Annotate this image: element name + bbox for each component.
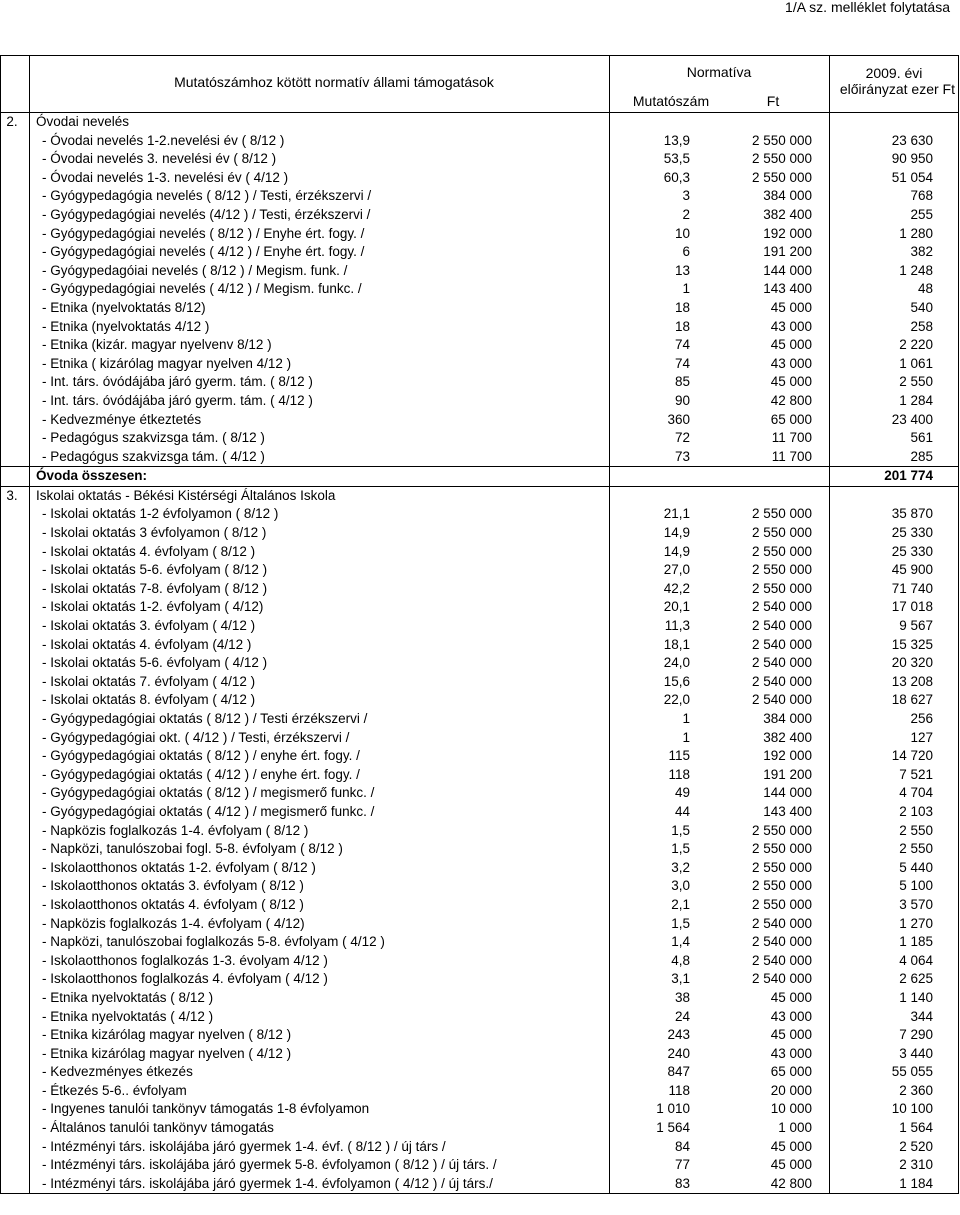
table-row xyxy=(0,411,959,430)
row-label: - Gyógypedagógiai oktatás ( 8/12 ) / Testi érzékszervi / xyxy=(42,711,368,726)
row-label: - Iskolaotthonos oktatás 1-2. évfolyam ( 8/12 ) xyxy=(42,859,316,875)
section-title: Iskolai oktatás - Békési Kistérségi Általános Iskola xyxy=(36,487,336,503)
row-ft: 144 000 xyxy=(763,262,812,278)
row-label: - Gyógypedagógiai nevelés ( 4/12 ) / Enyhe ért. fogy. / xyxy=(42,244,365,260)
header-budget-unit: előirányzat ezer Ft xyxy=(839,81,955,97)
row-label: - Etnika nyelvoktatás ( 8/12 ) xyxy=(42,989,214,1005)
table-row xyxy=(0,636,959,655)
row-mutatoszam: 72 xyxy=(674,430,690,446)
row-ft: 2 550 000 xyxy=(751,841,812,857)
row-label: - Gyógypedagógiai oktatás ( 8/12 ) / megismerő funkc. / xyxy=(42,785,375,801)
row-mutatoszam: 240 xyxy=(667,1045,690,1061)
row-mutatoszam: 83 xyxy=(674,1175,690,1191)
table-row xyxy=(0,580,959,599)
row-ft: 2 540 000 xyxy=(751,915,812,931)
row-mutatoszam: 13,9 xyxy=(663,132,690,148)
row-label: - Iskolai oktatás 5-6. évfolyam ( 4/12 ) xyxy=(42,655,268,671)
row-ft: 45 000 xyxy=(770,337,812,353)
table-row xyxy=(0,803,959,822)
row-mutatoszam: 14,9 xyxy=(663,525,690,541)
row-label: - Etnika ( kizárólag magyar nyelven 4/12 ) xyxy=(42,355,292,371)
row-mutatoszam: 360 xyxy=(667,411,690,427)
row-label: - Iskolaotthonos oktatás 3. évfolyam ( 8/12 ) xyxy=(42,878,304,894)
row-budget: 71 740 xyxy=(891,580,933,596)
row-budget: 1 140 xyxy=(899,989,933,1005)
table-row xyxy=(0,654,959,673)
row-ft: 2 540 000 xyxy=(751,636,812,652)
budget-table xyxy=(0,55,959,1194)
row-label: - Napközis foglalkozás 1-4. évfolyam ( 4/12) xyxy=(42,915,305,931)
row-label: - Iskolai oktatás 3 évfolyamon ( 8/12 ) xyxy=(42,525,267,541)
row-ft: 2 550 000 xyxy=(751,151,812,167)
row-mutatoszam: 18 xyxy=(674,318,690,334)
row-label: - Általános tanulói tankönyv támogatás xyxy=(42,1120,274,1136)
row-ft: 45 000 xyxy=(770,1027,812,1043)
row-budget: 17 018 xyxy=(891,599,933,615)
row-budget: 2 310 xyxy=(899,1157,933,1173)
row-budget: 3 570 xyxy=(899,896,933,912)
row-label: - Gyógypedagógiai okt. ( 4/12 ) / Testi, érzékszervi / xyxy=(42,729,350,745)
table-row xyxy=(0,710,959,729)
row-budget: 51 054 xyxy=(891,169,933,185)
row-mutatoszam: 49 xyxy=(674,785,690,801)
row-label: - Iskolai oktatás 5-6. évfolyam ( 8/12 ) xyxy=(42,562,268,578)
table-row xyxy=(0,524,959,543)
row-ft: 192 000 xyxy=(763,748,812,764)
row-ft: 43 000 xyxy=(770,1008,812,1024)
row-ft: 2 540 000 xyxy=(751,934,812,950)
row-budget: 1 564 xyxy=(899,1120,933,1136)
row-label: - Etnika kizárólag magyar nyelven ( 8/12 ) xyxy=(42,1027,292,1043)
row-budget: 18 627 xyxy=(891,692,933,708)
row-ft: 11 700 xyxy=(771,448,812,464)
row-label: - Etnika (nyelvoktatás 4/12 ) xyxy=(42,318,210,334)
row-mutatoszam: 24 xyxy=(674,1008,690,1024)
row-budget: 1 284 xyxy=(899,392,933,408)
row-ft: 2 550 000 xyxy=(751,822,812,838)
table-row xyxy=(0,1138,959,1157)
row-mutatoszam: 4,8 xyxy=(671,952,690,968)
row-budget: 285 xyxy=(910,448,933,464)
row-budget: 35 870 xyxy=(891,506,933,522)
table-row xyxy=(0,206,959,225)
row-mutatoszam: 42,2 xyxy=(663,580,690,596)
row-label: - Intézményi társ. iskolájába járó gyermek 1-4. évf. ( 8/12 ) / új társ / xyxy=(42,1138,446,1154)
row-label: - Óvodai nevelés 1-3. nevelési év ( 4/12 ) xyxy=(42,169,289,185)
row-label: - Gyógypedagógiai nevelés ( 4/12 ) / Megism. funkc. / xyxy=(42,281,362,297)
row-label: - Napközi, tanulószobai foglalkozás 5-8. évfolyam ( 4/12 ) xyxy=(42,934,385,950)
row-ft: 2 540 000 xyxy=(751,655,812,671)
row-mutatoszam: 1,5 xyxy=(671,841,690,857)
row-mutatoszam: 74 xyxy=(674,337,690,353)
row-budget: 1 184 xyxy=(899,1175,933,1191)
row-label: - Gyógypedagógiai oktatás ( 4/12 ) / enyhe ért. fogy. / xyxy=(42,766,360,782)
row-mutatoszam: 53,5 xyxy=(663,151,690,167)
row-ft: 2 550 000 xyxy=(751,132,812,148)
row-ft: 2 550 000 xyxy=(751,506,812,522)
row-budget: 48 xyxy=(917,281,933,297)
row-ft: 143 400 xyxy=(763,281,812,297)
header-budget-year: 2009. évi xyxy=(865,65,923,81)
row-budget: 5 440 xyxy=(899,859,933,875)
table-row xyxy=(0,561,959,580)
row-mutatoszam: 3,2 xyxy=(671,859,690,875)
row-mutatoszam: 10 xyxy=(674,225,690,241)
table-row xyxy=(0,243,959,262)
row-budget: 2 220 xyxy=(899,337,933,353)
row-ft: 2 550 000 xyxy=(751,543,812,559)
row-ft: 45 000 xyxy=(770,299,812,315)
row-ft: 2 550 000 xyxy=(751,169,812,185)
row-budget: 25 330 xyxy=(891,525,933,541)
table-row xyxy=(0,1026,959,1045)
row-ft: 2 540 000 xyxy=(751,673,812,689)
row-label: - Iskolai oktatás 1-2 évfolyamon ( 8/12 ) xyxy=(42,506,279,522)
row-budget: 255 xyxy=(910,206,933,222)
row-budget: 9 567 xyxy=(899,618,933,634)
row-mutatoszam: 60,3 xyxy=(663,169,690,185)
row-budget: 2 520 xyxy=(899,1138,933,1154)
row-budget: 10 100 xyxy=(891,1101,933,1117)
row-mutatoszam: 44 xyxy=(674,803,690,819)
header-normativa: Normatíva xyxy=(686,64,752,80)
table-row xyxy=(0,1119,959,1138)
table-body xyxy=(0,113,959,1193)
table-row xyxy=(0,448,959,467)
row-budget: 7 521 xyxy=(899,766,933,782)
row-mutatoszam: 1 564 xyxy=(656,1120,690,1136)
row-mutatoszam: 1 xyxy=(682,729,690,745)
table-row xyxy=(0,355,959,374)
table-row xyxy=(0,262,959,281)
table-row xyxy=(0,673,959,692)
row-budget: 2 550 xyxy=(899,841,933,857)
row-budget: 55 055 xyxy=(891,1064,933,1080)
row-budget: 23 630 xyxy=(891,132,933,148)
row-mutatoszam: 115 xyxy=(668,748,690,764)
row-mutatoszam: 3,0 xyxy=(671,878,690,894)
row-label: - Iskolai oktatás 4. évfolyam ( 8/12 ) xyxy=(42,543,256,559)
row-ft: 2 540 000 xyxy=(751,692,812,708)
header-ft: Ft xyxy=(766,93,780,109)
row-mutatoszam: 74 xyxy=(674,355,690,371)
row-ft: 45 000 xyxy=(770,374,812,390)
row-label: - Gyógypedagógiai nevelés ( 8/12 ) / Enyhe ért. fogy. / xyxy=(42,225,365,241)
row-label: - Etnika nyelvoktatás ( 4/12 ) xyxy=(42,1008,214,1024)
row-ft: 2 540 000 xyxy=(751,618,812,634)
total-value: 201 774 xyxy=(884,468,933,484)
row-mutatoszam: 18 xyxy=(674,299,690,315)
table-row xyxy=(0,822,959,841)
row-ft: 2 540 000 xyxy=(751,599,812,615)
row-ft: 43 000 xyxy=(770,355,812,371)
row-mutatoszam: 11,3 xyxy=(664,618,690,634)
table-row xyxy=(0,1156,959,1175)
row-label: - Kedvezménye étkeztetés xyxy=(42,411,202,427)
row-ft: 384 000 xyxy=(763,711,812,726)
table-row xyxy=(0,1175,959,1194)
row-mutatoszam: 2,1 xyxy=(671,896,690,912)
table-row xyxy=(0,505,959,524)
row-mutatoszam: 118 xyxy=(668,1082,690,1098)
table-row xyxy=(0,840,959,859)
row-mutatoszam: 847 xyxy=(667,1064,690,1080)
row-label: - Kedvezményes étkezés xyxy=(42,1064,193,1080)
page-note: 1/A sz. melléklet folytatása xyxy=(785,0,950,15)
row-budget: 4 064 xyxy=(899,952,933,968)
row-ft: 191 200 xyxy=(763,766,812,782)
row-ft: 20 000 xyxy=(770,1082,812,1098)
row-label: - Gyógypedagógiai oktatás ( 8/12 ) / enyhe ért. fogy. / xyxy=(42,748,360,764)
row-budget: 13 208 xyxy=(891,673,933,689)
section-total-row xyxy=(0,466,959,486)
row-budget: 3 440 xyxy=(899,1045,933,1061)
row-mutatoszam: 6 xyxy=(682,244,690,260)
table-row xyxy=(0,859,959,878)
table-row xyxy=(0,150,959,169)
row-label: - Óvodai nevelés 3. nevelési év ( 8/12 ) xyxy=(42,151,277,167)
row-ft: 191 200 xyxy=(763,244,812,260)
row-ft: 43 000 xyxy=(770,318,812,334)
table-row xyxy=(0,598,959,617)
row-label: - Intézményi társ. iskolájába járó gyermek 1-4. évfolyamon ( 4/12 ) / új társ./ xyxy=(42,1175,493,1191)
table-row xyxy=(0,952,959,971)
table-row xyxy=(0,877,959,896)
table-row xyxy=(0,299,959,318)
row-ft: 144 000 xyxy=(763,785,812,801)
row-ft: 65 000 xyxy=(770,1064,812,1080)
row-mutatoszam: 84 xyxy=(674,1138,690,1154)
row-ft: 143 400 xyxy=(763,803,812,819)
row-label: - Iskolai oktatás 1-2. évfolyam ( 4/12) xyxy=(42,599,264,615)
table-row xyxy=(0,970,959,989)
row-label: - Napközi, tanulószobai fogl. 5-8. évfolyam ( 8/12 ) xyxy=(42,841,343,857)
table-row xyxy=(0,1063,959,1082)
row-ft: 45 000 xyxy=(770,1157,812,1173)
row-mutatoszam: 1 xyxy=(682,281,690,297)
row-budget: 540 xyxy=(910,299,933,315)
row-mutatoszam: 1,4 xyxy=(671,934,690,950)
row-mutatoszam: 20,1 xyxy=(663,599,690,615)
header-title: Mutatószámhoz kötött normatív állami támogatások xyxy=(174,74,494,90)
table-row xyxy=(0,784,959,803)
row-mutatoszam: 1 xyxy=(682,711,690,726)
row-label: - Intézményi társ. iskolájába járó gyermek 5-8. évfolyamon ( 8/12 ) / új társ. / xyxy=(42,1157,497,1173)
row-budget: 2 550 xyxy=(899,374,933,390)
table-row xyxy=(0,280,959,299)
row-mutatoszam: 18,1 xyxy=(663,636,690,652)
row-mutatoszam: 243 xyxy=(667,1027,690,1043)
row-ft: 2 540 000 xyxy=(751,971,812,987)
header-mutatoszam: Mutatószám xyxy=(632,93,710,109)
row-ft: 384 000 xyxy=(763,188,812,204)
row-budget: 382 xyxy=(910,244,933,260)
row-label: - Int. társ. óvódájába járó gyerm. tám. ( 4/12 ) xyxy=(42,392,313,408)
table-row xyxy=(0,915,959,934)
row-ft: 2 550 000 xyxy=(751,896,812,912)
row-ft: 192 000 xyxy=(763,225,812,241)
row-label: - Etnika (nyelvoktatás 8/12) xyxy=(42,299,206,315)
row-budget: 1 270 xyxy=(899,915,933,931)
row-label: - Gyógypedagógia nevelés ( 8/12 ) / Testi, érzékszervi / xyxy=(42,188,372,204)
row-mutatoszam: 24,0 xyxy=(663,655,690,671)
row-mutatoszam: 3 xyxy=(682,188,690,204)
row-budget: 1 185 xyxy=(899,934,933,950)
row-ft: 45 000 xyxy=(770,989,812,1005)
row-ft: 2 550 000 xyxy=(751,580,812,596)
row-label: - Pedagógus szakvizsga tám. ( 8/12 ) xyxy=(42,430,265,446)
row-label: - Etnika kizárólag magyar nyelven ( 4/12 ) xyxy=(42,1045,292,1061)
table-row xyxy=(0,225,959,244)
table-row xyxy=(0,1045,959,1064)
row-budget: 1 280 xyxy=(899,225,933,241)
table-row xyxy=(0,187,959,206)
row-budget: 2 550 xyxy=(899,822,933,838)
table-row xyxy=(0,318,959,337)
row-mutatoszam: 1 010 xyxy=(656,1101,690,1117)
row-label: - Ingyenes tanulói tankönyv támogatás 1-8 évfolyamon xyxy=(42,1101,370,1117)
row-budget: 4 704 xyxy=(899,785,933,801)
row-label: - Iskolai oktatás 8. évfolyam ( 4/12 ) xyxy=(42,692,256,708)
row-budget: 14 720 xyxy=(891,748,933,764)
row-ft: 2 550 000 xyxy=(751,562,812,578)
row-mutatoszam: 13 xyxy=(674,262,690,278)
row-label: - Pedagógus szakvizsga tám. ( 4/12 ) xyxy=(42,448,265,464)
row-label: - Gyógypedagógiai nevelés (4/12 ) / Testi, érzékszervi / xyxy=(42,206,371,222)
row-budget: 561 xyxy=(910,430,933,446)
row-mutatoszam: 1,5 xyxy=(671,915,690,931)
row-budget: 20 320 xyxy=(891,655,933,671)
row-label: - Iskolai oktatás 7. évfolyam ( 4/12 ) xyxy=(42,673,256,689)
row-label: - Iskolai oktatás 4. évfolyam (4/12 ) xyxy=(42,636,252,652)
row-budget: 2 360 xyxy=(899,1082,933,1098)
row-ft: 2 550 000 xyxy=(751,859,812,875)
table-row xyxy=(0,392,959,411)
row-budget: 344 xyxy=(910,1008,933,1024)
row-budget: 768 xyxy=(910,188,933,204)
row-ft: 2 550 000 xyxy=(751,878,812,894)
row-mutatoszam: 2 xyxy=(682,206,690,222)
row-mutatoszam: 15,6 xyxy=(663,673,690,689)
row-label: - Etnika (kizár. magyar nyelvenv 8/12 ) xyxy=(42,337,272,353)
row-mutatoszam: 22,0 xyxy=(663,692,690,708)
row-mutatoszam: 3,1 xyxy=(671,971,690,987)
row-ft: 42 800 xyxy=(770,1175,812,1191)
row-budget: 5 100 xyxy=(899,878,933,894)
row-ft: 11 700 xyxy=(771,430,812,446)
row-mutatoszam: 73 xyxy=(674,448,690,464)
row-label: - Gyógypedagógiai oktatás ( 4/12 ) / megismerő funkc. / xyxy=(42,803,375,819)
table-row xyxy=(0,747,959,766)
table-row xyxy=(0,429,959,448)
row-ft: 65 000 xyxy=(770,411,812,427)
row-mutatoszam: 14,9 xyxy=(663,543,690,559)
row-label: - Int. társ. óvódájába járó gyerm. tám. ( 8/12 ) xyxy=(42,374,313,390)
row-label: - Iskolaotthonos foglalkozás 4. évfolyam ( 4/12 ) xyxy=(42,971,328,987)
section-number: 3. xyxy=(6,487,18,503)
table-row xyxy=(0,896,959,915)
row-mutatoszam: 27,0 xyxy=(663,562,690,578)
row-label: - Iskolai oktatás 3. évfolyam ( 4/12 ) xyxy=(42,618,256,634)
row-ft: 2 540 000 xyxy=(751,952,812,968)
table-row xyxy=(0,766,959,785)
row-ft: 45 000 xyxy=(770,1138,812,1154)
row-label: - Iskolai oktatás 7-8. évfolyam ( 8/12 ) xyxy=(42,580,268,596)
row-mutatoszam: 1,5 xyxy=(671,822,690,838)
row-mutatoszam: 77 xyxy=(674,1157,690,1173)
row-ft: 382 400 xyxy=(763,729,812,745)
row-budget: 258 xyxy=(910,318,933,334)
row-ft: 1 000 xyxy=(778,1120,812,1136)
row-budget: 90 950 xyxy=(891,151,933,167)
row-ft: 382 400 xyxy=(763,206,812,222)
table-row xyxy=(0,373,959,392)
table-row xyxy=(0,169,959,188)
row-budget: 23 400 xyxy=(891,411,933,427)
total-label: Óvoda összesen: xyxy=(36,468,148,484)
table-row xyxy=(0,933,959,952)
section-header xyxy=(0,486,959,506)
row-budget: 25 330 xyxy=(891,543,933,559)
table-row xyxy=(0,1008,959,1027)
row-budget: 1 248 xyxy=(899,262,933,278)
row-budget: 1 061 xyxy=(899,355,933,371)
row-label: - Iskolaotthonos foglalkozás 1-3. évolyam 4/12 ) xyxy=(42,952,328,968)
table-row xyxy=(0,336,959,355)
row-ft: 2 550 000 xyxy=(751,525,812,541)
table-row xyxy=(0,132,959,151)
row-budget: 7 290 xyxy=(899,1027,933,1043)
table-row xyxy=(0,543,959,562)
row-label: - Napközis foglalkozás 1-4. évfolyam ( 8/12 ) xyxy=(42,822,309,838)
row-mutatoszam: 38 xyxy=(674,989,690,1005)
row-mutatoszam: 118 xyxy=(668,766,690,782)
row-mutatoszam: 21,1 xyxy=(663,506,690,522)
table-row xyxy=(0,989,959,1008)
row-ft: 10 000 xyxy=(770,1101,812,1117)
row-budget: 15 325 xyxy=(891,636,933,652)
row-mutatoszam: 90 xyxy=(674,392,690,408)
row-ft: 43 000 xyxy=(770,1045,812,1061)
row-mutatoszam: 85 xyxy=(674,374,690,390)
table-header xyxy=(0,56,959,113)
section-header xyxy=(0,113,959,132)
row-label: - Gyógypedagóiai nevelés ( 8/12 ) / Megism. funk. / xyxy=(42,262,348,278)
row-ft: 42 800 xyxy=(770,392,812,408)
row-budget: 127 xyxy=(910,729,933,745)
table-row xyxy=(0,617,959,636)
table-row xyxy=(0,1082,959,1101)
row-budget: 2 625 xyxy=(899,971,933,987)
table-row xyxy=(0,1100,959,1119)
table-row xyxy=(0,729,959,748)
section-number: 2. xyxy=(6,114,18,129)
section-title: Óvodai nevelés xyxy=(36,114,130,129)
row-budget: 45 900 xyxy=(891,562,933,578)
row-label: - Iskolaotthonos oktatás 4. évfolyam ( 8/12 ) xyxy=(42,896,304,912)
row-label: - Óvodai nevelés 1-2.nevelési év ( 8/12 ) xyxy=(42,132,285,148)
row-label: - Étkezés 5-6.. évfolyam xyxy=(42,1082,187,1098)
row-budget: 2 103 xyxy=(899,803,933,819)
row-budget: 256 xyxy=(910,711,933,726)
table-row xyxy=(0,691,959,710)
